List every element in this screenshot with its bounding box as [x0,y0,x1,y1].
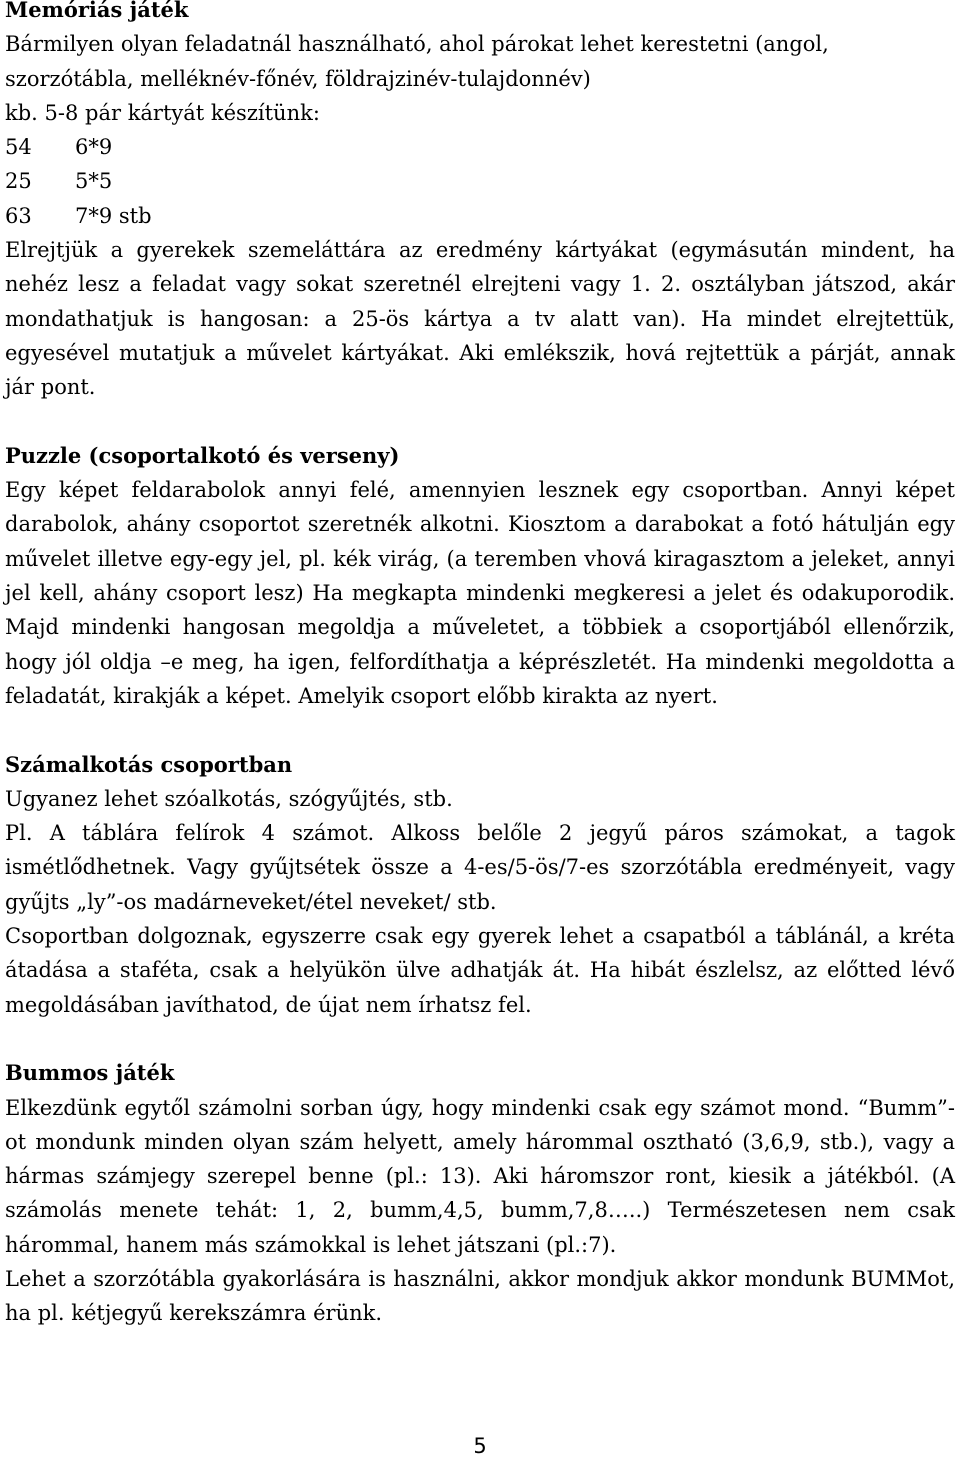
paragraph: Egy képet feldarabolok annyi felé, amennyien lesznek egy csoportban. Annyi képet darabolok, ahány csoportot szeretnék alkotni. Kiosztom a darabokat a fotó hátulján egy művelet illetve egy-egy jel, pl. kék virág, (a teremben vhová kiragasztom a jeleket, annyi jel kell, ahány csoport lesz) Ha megkapta mindenki megkeresi a jelet és odakuporodik. Majd mindenki hangosan megoldja a műveletet, a többiek a csoportjából ellenőrzik, hogy jól oldja –e meg, ha igen, felfordíthatja a képrészletét. Ha mindenki megoldotta a feladatát, kirakják a képet. Amelyik csoport előbb kirakta az nyert. [5,478,955,708]
section-title: Puzzle (csoportalkotó és verseny) [5,442,400,468]
section-memory-game [5,0,955,405]
page-number: 5 [473,1434,487,1458]
document-page [5,0,955,1331]
spacer [5,713,955,747]
section-number-forming [5,748,955,1022]
card-pair [5,130,955,164]
card-result: 25 [5,169,32,194]
text-line: kb. 5-8 pár kártyát készítünk: [5,100,320,125]
card-pair [5,164,955,198]
card-result: 63 [5,203,32,228]
card-result: 54 [5,135,32,160]
card-operation: 5*5 [75,169,113,194]
text-line: Bármilyen olyan feladatnál használható, ahol párokat lehet kerestetni (angol, [5,32,829,57]
section-bumm-game [5,1056,955,1330]
card-pair [5,199,955,233]
paragraph: Lehet a szorzótábla gyakorlására is használni, akkor mondjuk akkor mondunk BUMMot, ha pl. kétjegyű kerekszámra érünk. [5,1266,955,1326]
spacer [5,405,955,439]
paragraph: Elkezdünk egytől számolni sorban úgy, hogy mindenki csak egy számot mond. “Bumm”-ot mondunk minden olyan szám helyett, amely hárommal osztható (3,6,9, stb.), vagy a hármas számjegy szerepel benne (pl.: 13). Aki háromszor ront, kiesik a játékból. (A számolás menete tehát: 1, 2, bumm,4,5, bumm,7,8…..) Természetesen nem csak hárommal, hanem más számokkal is lehet játszani (pl.:7). [5,1095,955,1257]
section-puzzle [5,439,955,713]
paragraph: Pl. A táblára felírok 4 számot. Alkoss belőle 2 jegyű páros számokat, a tagok ismétlődhetnek. Vagy gyűjtsétek össze a 4-es/5-ös/7-es szorzótábla eredményeit, vagy gyűjts „ly”-os madárneveket/étel neveket/ stb. [5,821,955,914]
paragraph: Elrejtjük a gyerekek szemeláttára az eredmény kártyákat (egymásután mindent, ha nehéz lesz a feladat vagy sokat szeretnél elrejteni vagy 1. 2. osztályban játszod, akár mondathatjuk is hangosan: a 25-ös kártya a tv alatt van). Ha mindet elrejtettük, egyesével mutatjuk a művelet kártyákat. Aki emlékszik, hová rejtettük a párját, annak jár pont. [5,238,955,400]
text-line: szorzótábla, melléknév-főnév, földrajzinév-tulajdonnév) [5,66,591,91]
paragraph: Csoportban dolgoznak, egyszerre csak egy gyerek lehet a csapatból a táblánál, a kréta átadása a staféta, csak a helyükön ülve adhatják át. Ha hibát észlelsz, az előtted lévő megoldásában javíthatod, de újat nem írhatsz fel. [5,924,955,1017]
section-title: Számalkotás csoportban [5,751,293,777]
card-operation: 6*9 [75,135,113,160]
text-line: Ugyanez lehet szóalkotás, szógyűjtés, stb. [5,786,453,811]
card-operation: 7*9 stb [75,203,152,228]
spacer [5,1022,955,1056]
section-title: Bummos játék [5,1060,175,1086]
section-title: Memóriás játék [5,0,189,22]
